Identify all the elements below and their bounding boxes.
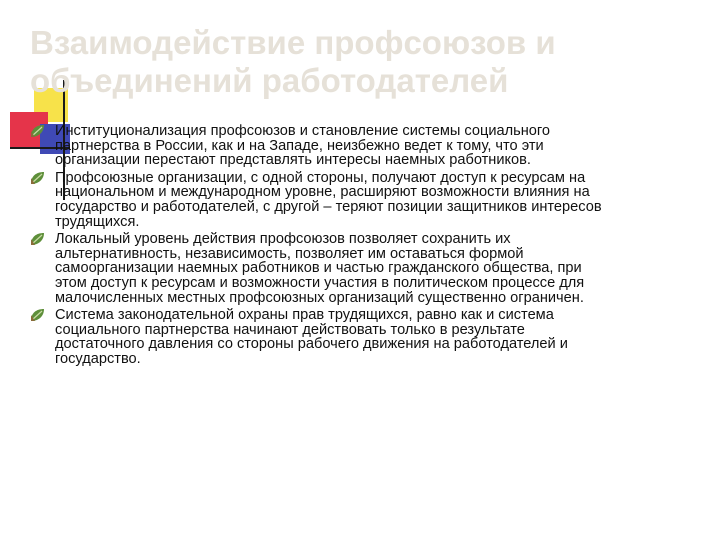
- leaf-bullet-icon: [30, 232, 45, 246]
- bullet-text: Институционализация профсоюзов и становление системы социального партнерства в России, как и на Западе, неизбежно ведет к тому, что эти организации перестают представлять интересы наемных работников.: [55, 123, 551, 169]
- bullet-item: [30, 171, 610, 229]
- bullet-text: Система законодательной охраны прав трудящихся, равно как и система социального партнерства начинают действовать только в результате достаточного давления со стороны рабочего движения на работодателей и государство.: [55, 307, 568, 367]
- bullet-item: [30, 308, 610, 366]
- leaf-bullet-icon: [30, 308, 45, 322]
- slide-title: Взаимодействие профсоюзов и объединений работодателей: [30, 24, 556, 99]
- leaf-bullet-icon: [30, 171, 45, 185]
- bullet-item: [30, 124, 610, 168]
- bullet-text: Локальный уровень действия профсоюзов позволяет сохранить их альтернативность, независимость, позволяет им оставаться формой самоорганизации наемных работников и частью гражданского общества, при этом доступ к ресурсам и возможности участия в политическом процессе для малочисленных местных профсоюзных организаций существенно ограничен.: [55, 231, 585, 306]
- bullet-text: Профсоюзные организации, с одной стороны, получают доступ к ресурсам на национальном и международном уровне, расширяют возможности влияния на государство и работодателей, с другой – теряют позиции защитников интересов трудящихся.: [55, 169, 602, 230]
- bullet-item: [30, 232, 610, 305]
- bullet-list: [30, 124, 610, 370]
- leaf-bullet-icon: [30, 124, 45, 138]
